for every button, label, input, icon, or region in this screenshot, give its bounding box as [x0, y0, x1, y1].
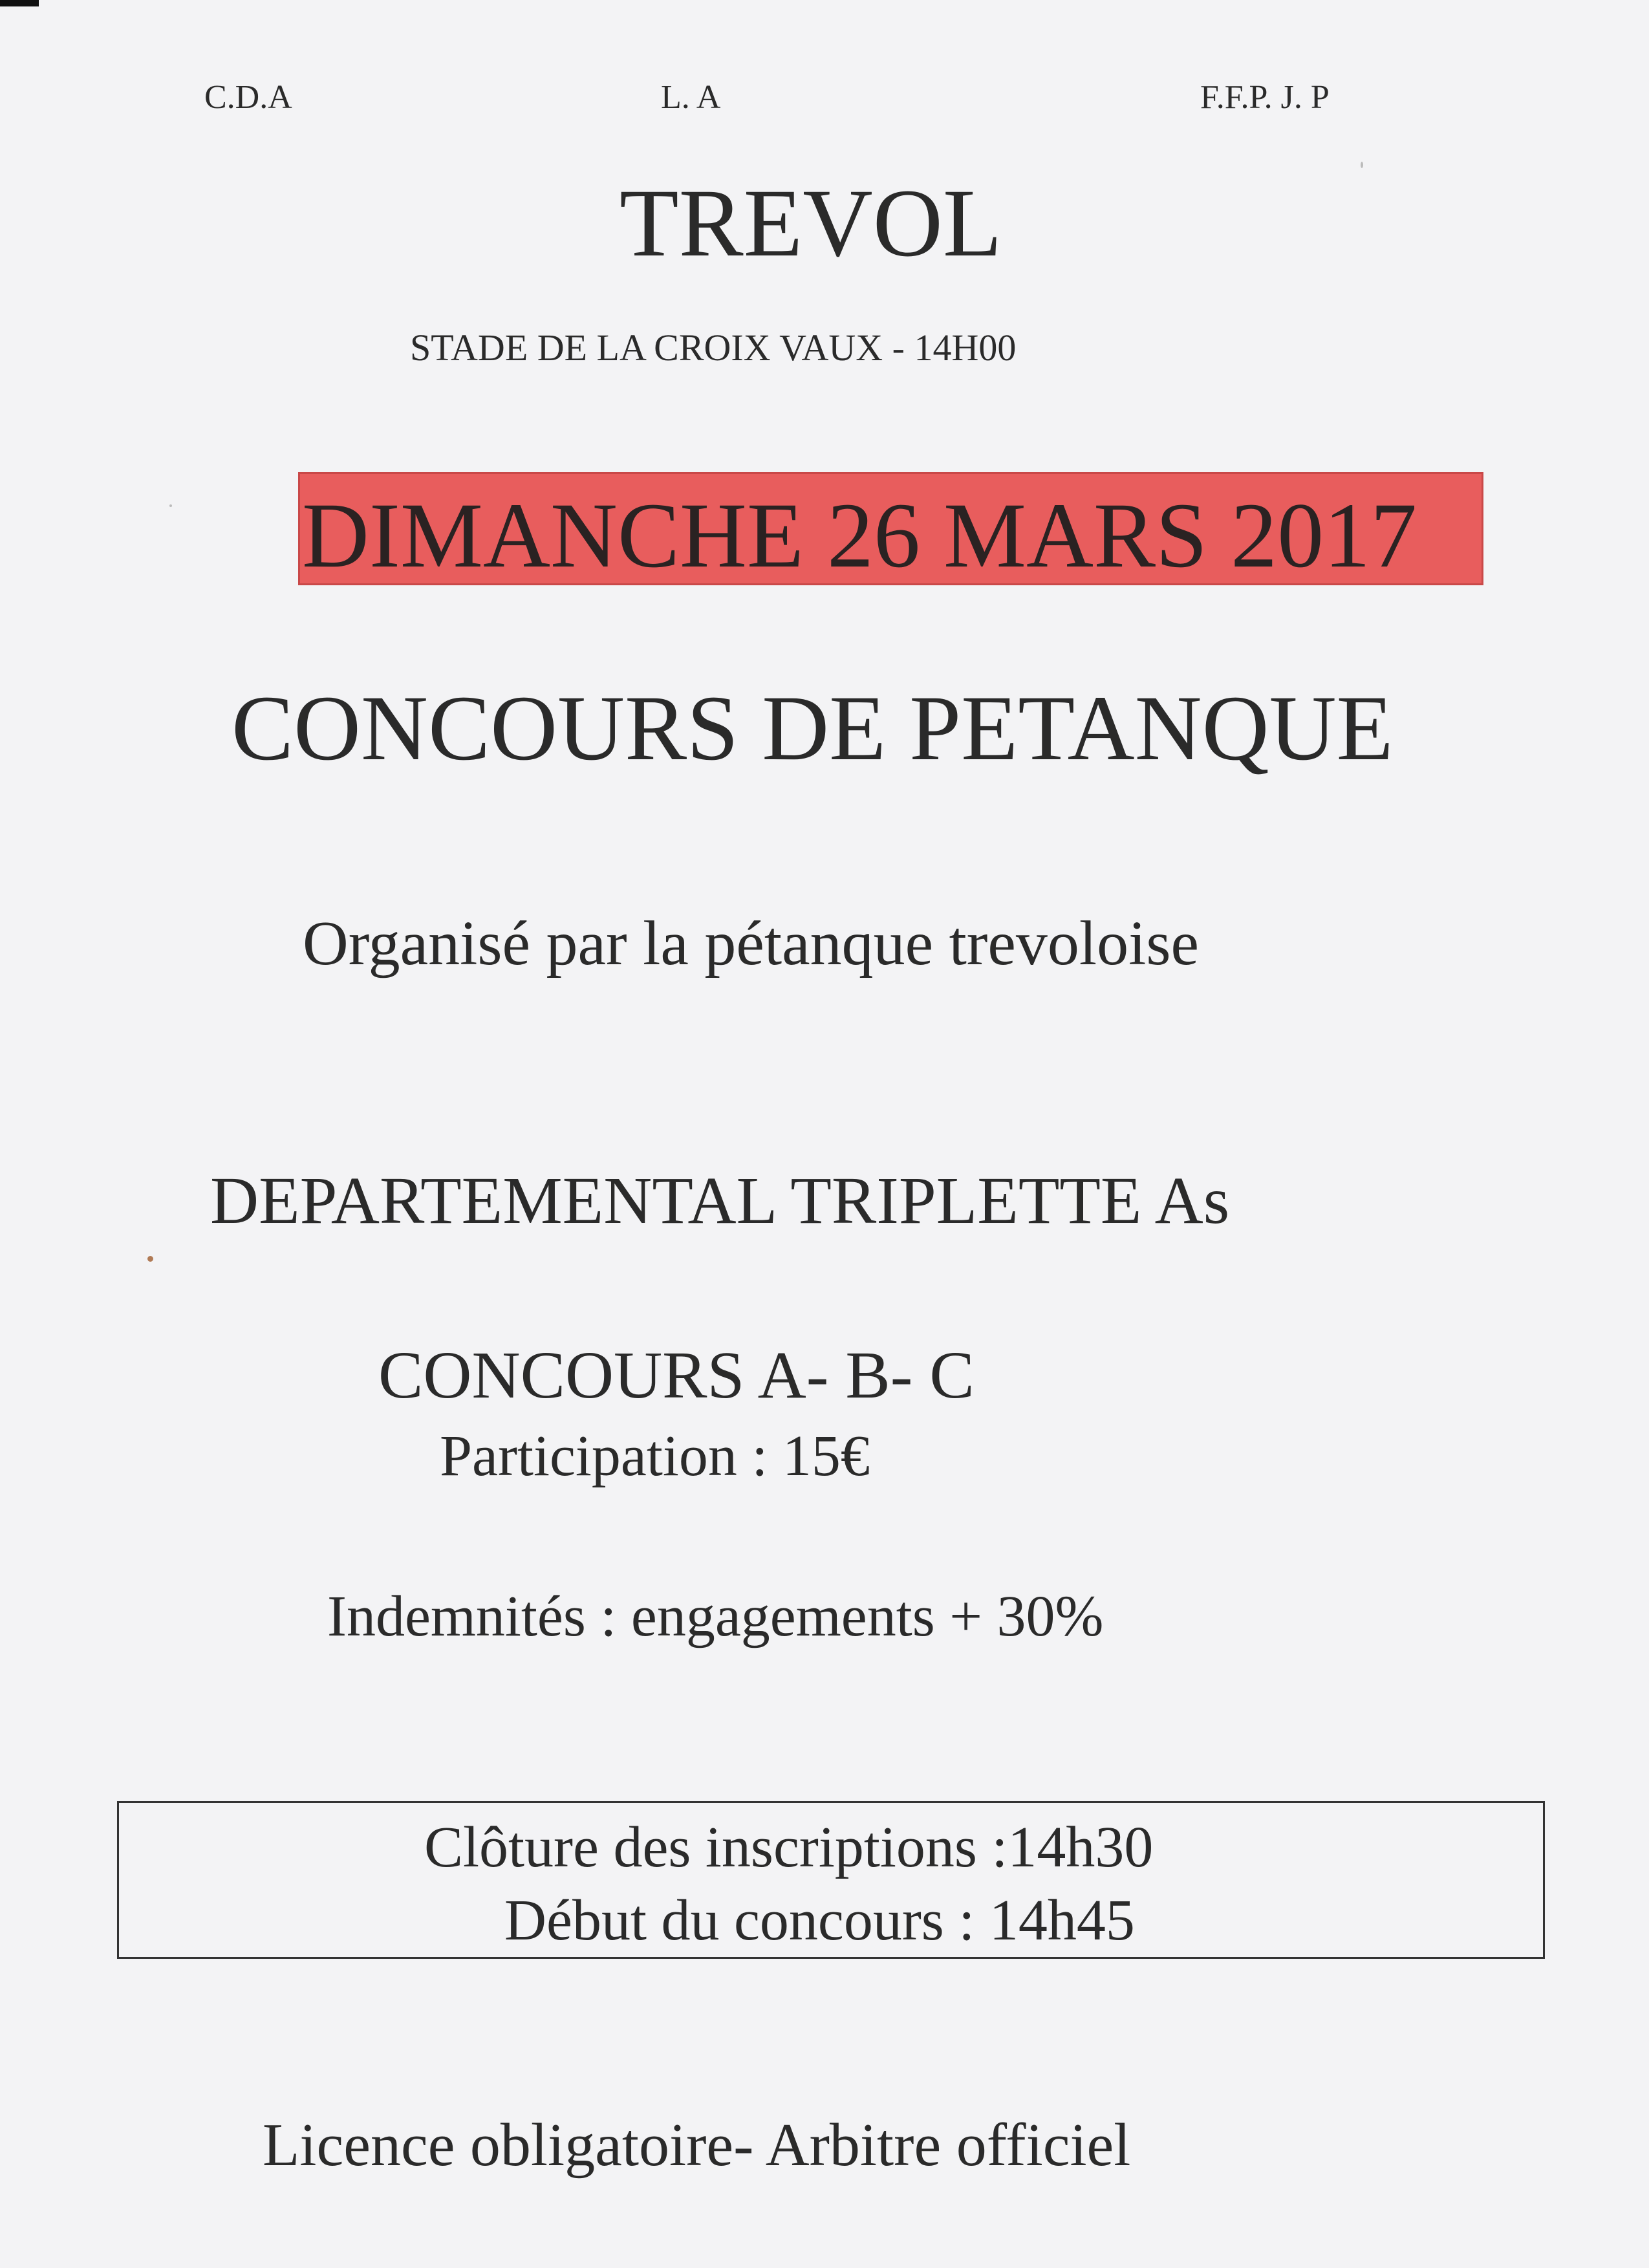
town-title: TREVOL	[620, 169, 1002, 277]
header-left-org: C.D.A	[204, 79, 292, 116]
scan-speck	[147, 1256, 153, 1262]
competition-formats: CONCOURS A- B- C	[378, 1338, 975, 1412]
prize-info: Indemnités : engagements + 30%	[327, 1584, 1104, 1648]
header-right-org: F.F.P. J. P	[1200, 79, 1330, 116]
scan-speck	[1361, 162, 1363, 168]
entry-fee: Participation : 15€	[440, 1424, 870, 1488]
scan-corner-mark	[0, 0, 39, 6]
footer-requirements: Licence obligatoire- Arbitre officiel	[263, 2111, 1131, 2179]
venue-line: STADE DE LA CROIX VAUX - 14H00	[410, 327, 1017, 369]
organizer-line: Organisé par la pétanque trevoloise	[303, 909, 1200, 978]
event-date: DIMANCHE 26 MARS 2017	[302, 484, 1417, 585]
competition-category: DEPARTEMENTAL TRIPLETTE As	[210, 1163, 1230, 1238]
event-title: CONCOURS DE PETANQUE	[232, 677, 1394, 780]
date-highlight-banner	[298, 472, 1483, 585]
header-center-org: L. A	[661, 79, 721, 116]
scan-speck	[169, 504, 172, 507]
competition-start-time: Début du concours : 14h45	[504, 1888, 1135, 1952]
registration-closing-time: Clôture des inscriptions :14h30	[424, 1815, 1154, 1879]
